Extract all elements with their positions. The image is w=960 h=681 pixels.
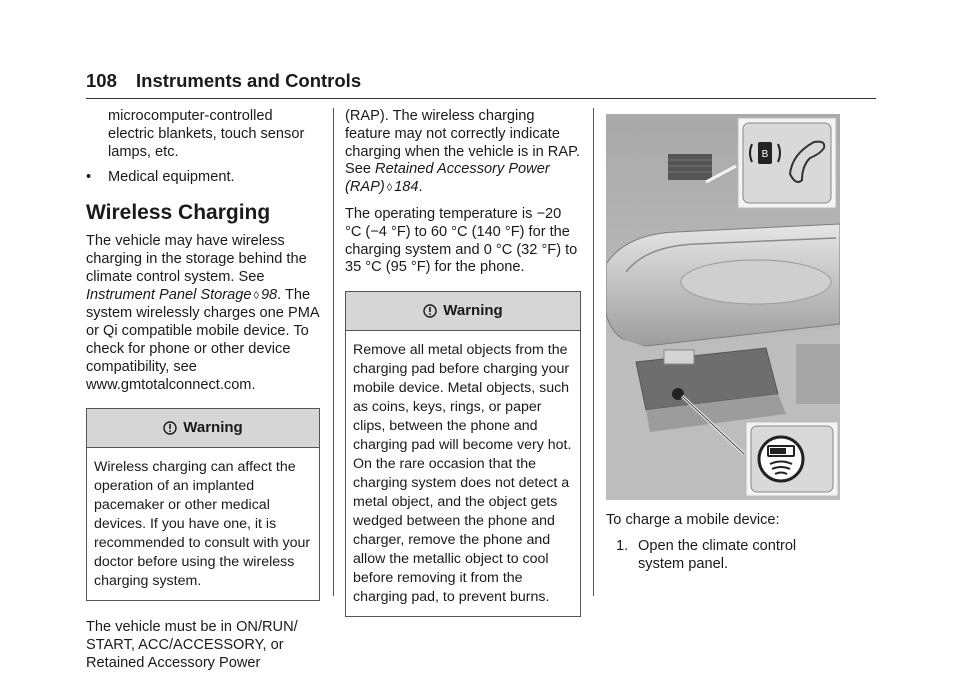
temperature-paragraph: The operating temperature is −20 °C (−4 °F) to 60 °C (140 °F) for the charging system and 0 °C (32 °F) to 35 °C (95 °F) for the phone. — [345, 205, 578, 276]
page-number: 108 — [86, 70, 117, 91]
page-ref-icon: ◊ — [253, 289, 259, 302]
warning-box — [86, 408, 320, 601]
header-rule — [86, 98, 876, 99]
warning-title: Warning — [443, 302, 503, 320]
step-number: 1. — [616, 537, 629, 554]
cross-reference-link[interactable]: Instrument Panel Storage ◊ 98 — [86, 286, 278, 303]
mode-paragraph: The vehicle must be in ON/RUN/ START, ACC/ACCESSORY, or Retained Accessory Power — [86, 619, 298, 671]
intro-paragraph: The vehicle may have wireless charging in the storage behind the climate control system. See Instrument Panel Storage ◊ 98. The system wirelessly charges one PMA or Qi compatible mobile device. To check for phone or other device compatibility, see www.gmtotalconnect.com. — [86, 233, 319, 393]
charge-intro: To charge a mobile device: — [606, 512, 780, 528]
section-title: Instruments and Controls — [136, 70, 362, 91]
warning-header — [346, 292, 580, 331]
cross-reference-link[interactable]: Retained Accessory Power (RAP) ◊ 184 — [345, 161, 550, 196]
step-item — [616, 538, 840, 574]
bullet-item — [86, 169, 320, 187]
warning-box — [345, 291, 581, 617]
warning-icon — [423, 304, 437, 318]
warning-title: Warning — [183, 419, 243, 437]
svg-text:B: B — [761, 149, 769, 160]
warning-header — [87, 409, 319, 448]
warning-icon — [163, 421, 177, 435]
section-heading: Wireless Charging — [86, 201, 271, 225]
step-text: Open the climate control system panel. — [638, 537, 797, 572]
warning-text: Wireless charging can affect the operation of an implanted pacemaker or other medical devices. If you have one, it is recommended to consult with your doctor before using the wireless charging system. — [94, 459, 311, 590]
wireless-charging-illustration — [606, 114, 840, 500]
continued-text: microcomputer-controlled electric blankets, touch sensor lamps, etc. — [108, 108, 305, 160]
column-3 — [606, 108, 840, 573]
bullet-text: Medical equipment. — [108, 169, 235, 186]
page-ref-icon: ◊ — [386, 182, 393, 195]
page-header — [86, 70, 361, 92]
rap-paragraph: (RAP). The wireless charging feature may not correctly indicate charging when the vehicle is in RAP. See Retained Accessory Power (RAP) ◊ 184. — [345, 108, 580, 196]
column-1 — [86, 108, 320, 681]
warning-text: Remove all metal objects from the charging pad before charging your mobile device. Metal objects, such as coins, keys, rings, or paper clips, between the phone and charging pad will become very hot. On the rare occasion that the charging system does not detect a metal object, and the object gets wedged between the phone and charger, remove the phone and allow the metallic object to cool before removing it from the charging pad, to prevent burns. — [353, 342, 572, 606]
column-2 — [345, 108, 581, 635]
column-divider-2 — [593, 108, 594, 596]
column-divider-1 — [333, 108, 334, 596]
bullet-dot: • — [86, 169, 92, 186]
